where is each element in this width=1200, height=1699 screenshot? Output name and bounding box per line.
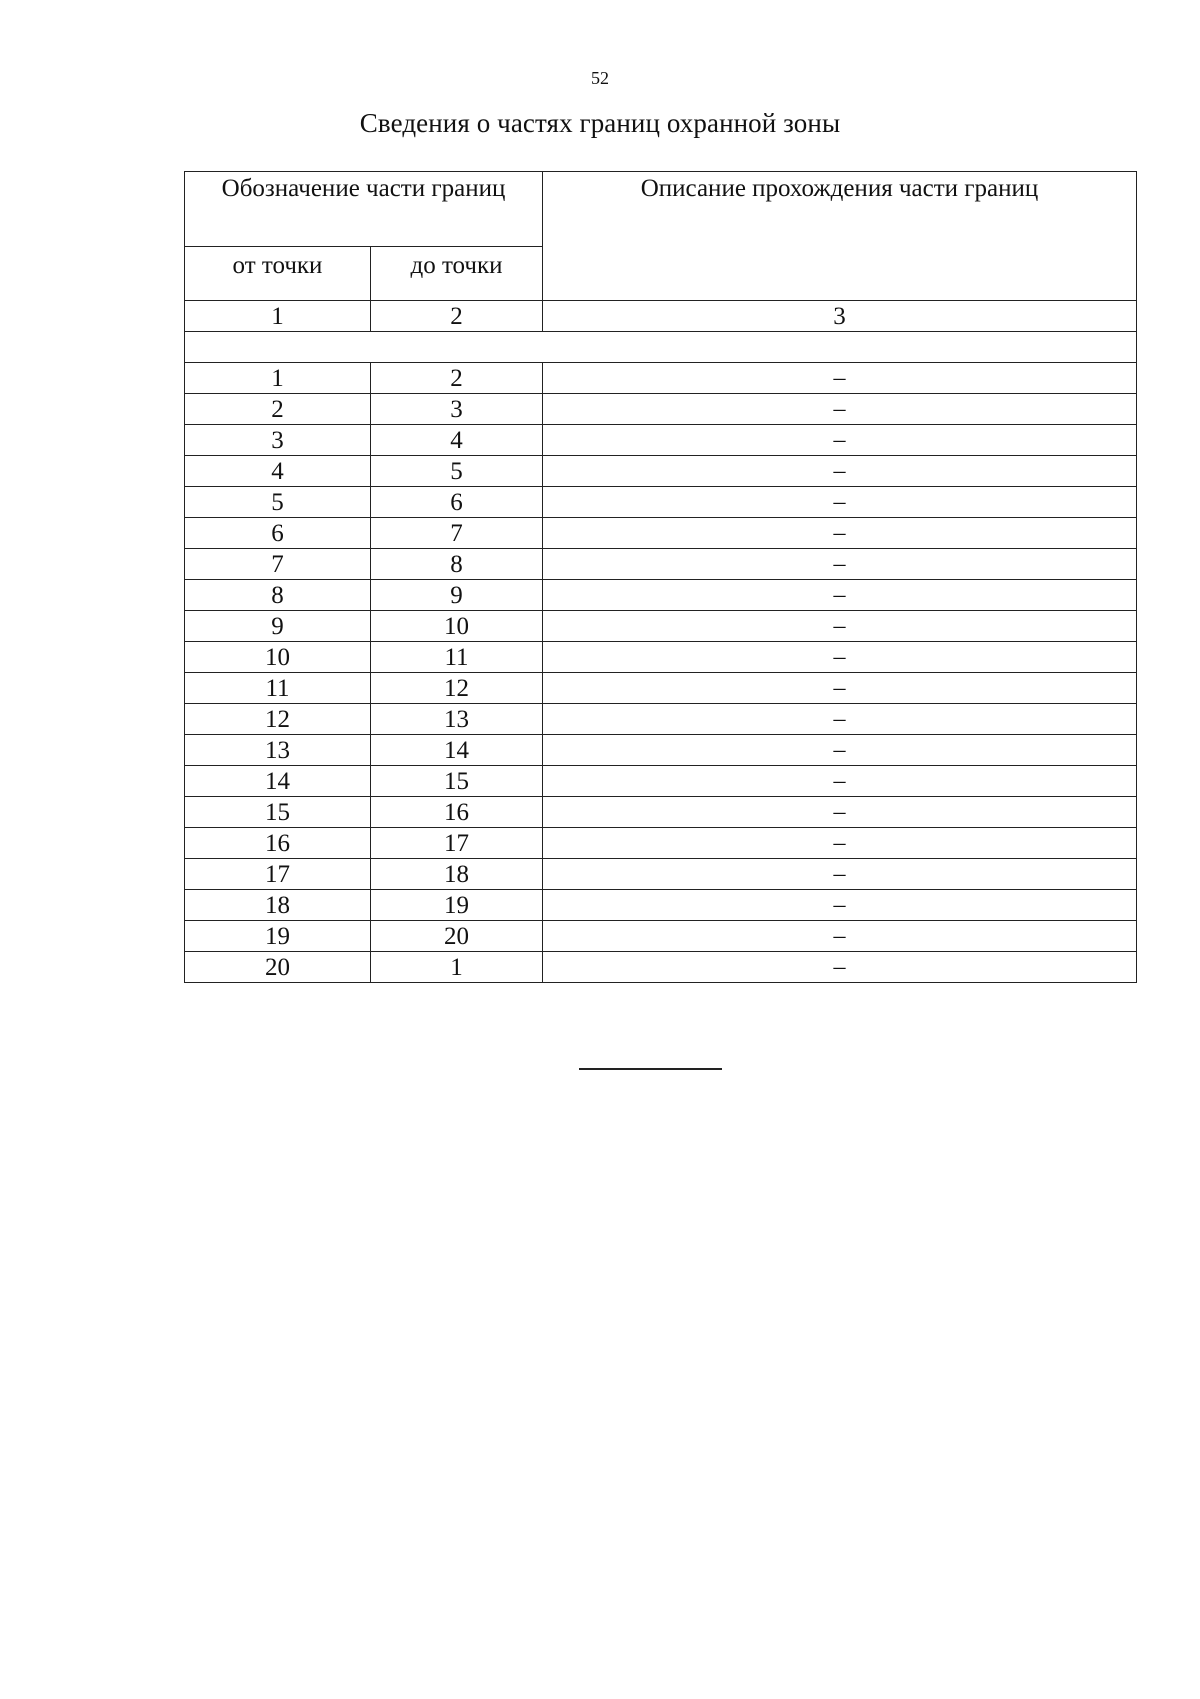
table-row bbox=[185, 921, 1137, 952]
header-row-top bbox=[185, 172, 1137, 247]
description-cell: – bbox=[543, 363, 1137, 394]
description-cell: – bbox=[543, 425, 1137, 456]
table-row bbox=[185, 425, 1137, 456]
from-point-cell: 15 bbox=[185, 797, 371, 828]
table-row bbox=[185, 890, 1137, 921]
to-point-cell: 10 bbox=[371, 611, 543, 642]
from-point-cell: 20 bbox=[185, 952, 371, 983]
to-point-cell: 5 bbox=[371, 456, 543, 487]
from-point-cell: 18 bbox=[185, 890, 371, 921]
from-point-cell: 6 bbox=[185, 518, 371, 549]
table-row bbox=[185, 580, 1137, 611]
table-row bbox=[185, 611, 1137, 642]
from-point-cell: 8 bbox=[185, 580, 371, 611]
section-label bbox=[185, 332, 1137, 363]
to-point-cell: 3 bbox=[371, 394, 543, 425]
table-row bbox=[185, 394, 1137, 425]
to-point-cell: 16 bbox=[371, 797, 543, 828]
to-point-cell: 14 bbox=[371, 735, 543, 766]
from-point-cell: 11 bbox=[185, 673, 371, 704]
to-point-cell: 19 bbox=[371, 890, 543, 921]
description-cell: – bbox=[543, 952, 1137, 983]
to-point-cell: 12 bbox=[371, 673, 543, 704]
from-point-cell: 16 bbox=[185, 828, 371, 859]
column-number: 3 bbox=[543, 301, 1137, 332]
section-row bbox=[185, 332, 1137, 363]
from-point-cell: 17 bbox=[185, 859, 371, 890]
to-point-cell: 11 bbox=[371, 642, 543, 673]
table-row bbox=[185, 673, 1137, 704]
table-row bbox=[185, 766, 1137, 797]
from-point-cell: 1 bbox=[185, 363, 371, 394]
page-number: 52 bbox=[591, 68, 609, 88]
to-point-cell: 13 bbox=[371, 704, 543, 735]
to-point-cell: 18 bbox=[371, 859, 543, 890]
description-cell: – bbox=[543, 518, 1137, 549]
column-number: 1 bbox=[185, 301, 371, 332]
to-point-cell: 7 bbox=[371, 518, 543, 549]
to-point-cell: 20 bbox=[371, 921, 543, 952]
table-row bbox=[185, 456, 1137, 487]
page-title: Сведения о частях границ охранной зоны bbox=[359, 108, 841, 138]
header-from-point: от точки bbox=[185, 247, 371, 301]
description-cell: – bbox=[543, 673, 1137, 704]
description-cell: – bbox=[543, 766, 1137, 797]
from-point-cell: 12 bbox=[185, 704, 371, 735]
from-point-cell: 2 bbox=[185, 394, 371, 425]
from-point-cell: 7 bbox=[185, 549, 371, 580]
boundary-parts-table bbox=[184, 171, 1137, 983]
from-point-cell: 5 bbox=[185, 487, 371, 518]
end-rule bbox=[579, 1068, 722, 1070]
from-point-cell: 3 bbox=[185, 425, 371, 456]
description-cell: – bbox=[543, 549, 1137, 580]
to-point-cell: 2 bbox=[371, 363, 543, 394]
column-number-row bbox=[185, 301, 1137, 332]
header-to-point: до точки bbox=[371, 247, 543, 301]
to-point-cell: 15 bbox=[371, 766, 543, 797]
table-row bbox=[185, 797, 1137, 828]
from-point-cell: 19 bbox=[185, 921, 371, 952]
from-point-cell: 13 bbox=[185, 735, 371, 766]
from-point-cell: 14 bbox=[185, 766, 371, 797]
column-number: 2 bbox=[371, 301, 543, 332]
table-row bbox=[185, 704, 1137, 735]
description-cell: – bbox=[543, 704, 1137, 735]
description-cell: – bbox=[543, 890, 1137, 921]
description-cell: – bbox=[543, 611, 1137, 642]
from-point-cell: 4 bbox=[185, 456, 371, 487]
header-description: Описание прохождения части границ bbox=[543, 172, 1137, 301]
description-cell: – bbox=[543, 828, 1137, 859]
to-point-cell: 8 bbox=[371, 549, 543, 580]
table-row bbox=[185, 549, 1137, 580]
to-point-cell: 6 bbox=[371, 487, 543, 518]
from-point-cell: 10 bbox=[185, 642, 371, 673]
to-point-cell: 9 bbox=[371, 580, 543, 611]
to-point-cell: 4 bbox=[371, 425, 543, 456]
to-point-cell: 17 bbox=[371, 828, 543, 859]
header-designation: Обозначение части границ bbox=[185, 172, 543, 247]
table-row bbox=[185, 828, 1137, 859]
table-row bbox=[185, 642, 1137, 673]
description-cell: – bbox=[543, 642, 1137, 673]
description-cell: – bbox=[543, 394, 1137, 425]
table-row bbox=[185, 952, 1137, 983]
description-cell: – bbox=[543, 735, 1137, 766]
table-row bbox=[185, 363, 1137, 394]
table-row bbox=[185, 518, 1137, 549]
description-cell: – bbox=[543, 921, 1137, 952]
description-cell: – bbox=[543, 580, 1137, 611]
table-row bbox=[185, 735, 1137, 766]
description-cell: – bbox=[543, 797, 1137, 828]
to-point-cell: 1 bbox=[371, 952, 543, 983]
table-row bbox=[185, 487, 1137, 518]
table-row bbox=[185, 859, 1137, 890]
from-point-cell: 9 bbox=[185, 611, 371, 642]
table-body bbox=[185, 172, 1137, 983]
description-cell: – bbox=[543, 456, 1137, 487]
description-cell: – bbox=[543, 859, 1137, 890]
description-cell: – bbox=[543, 487, 1137, 518]
